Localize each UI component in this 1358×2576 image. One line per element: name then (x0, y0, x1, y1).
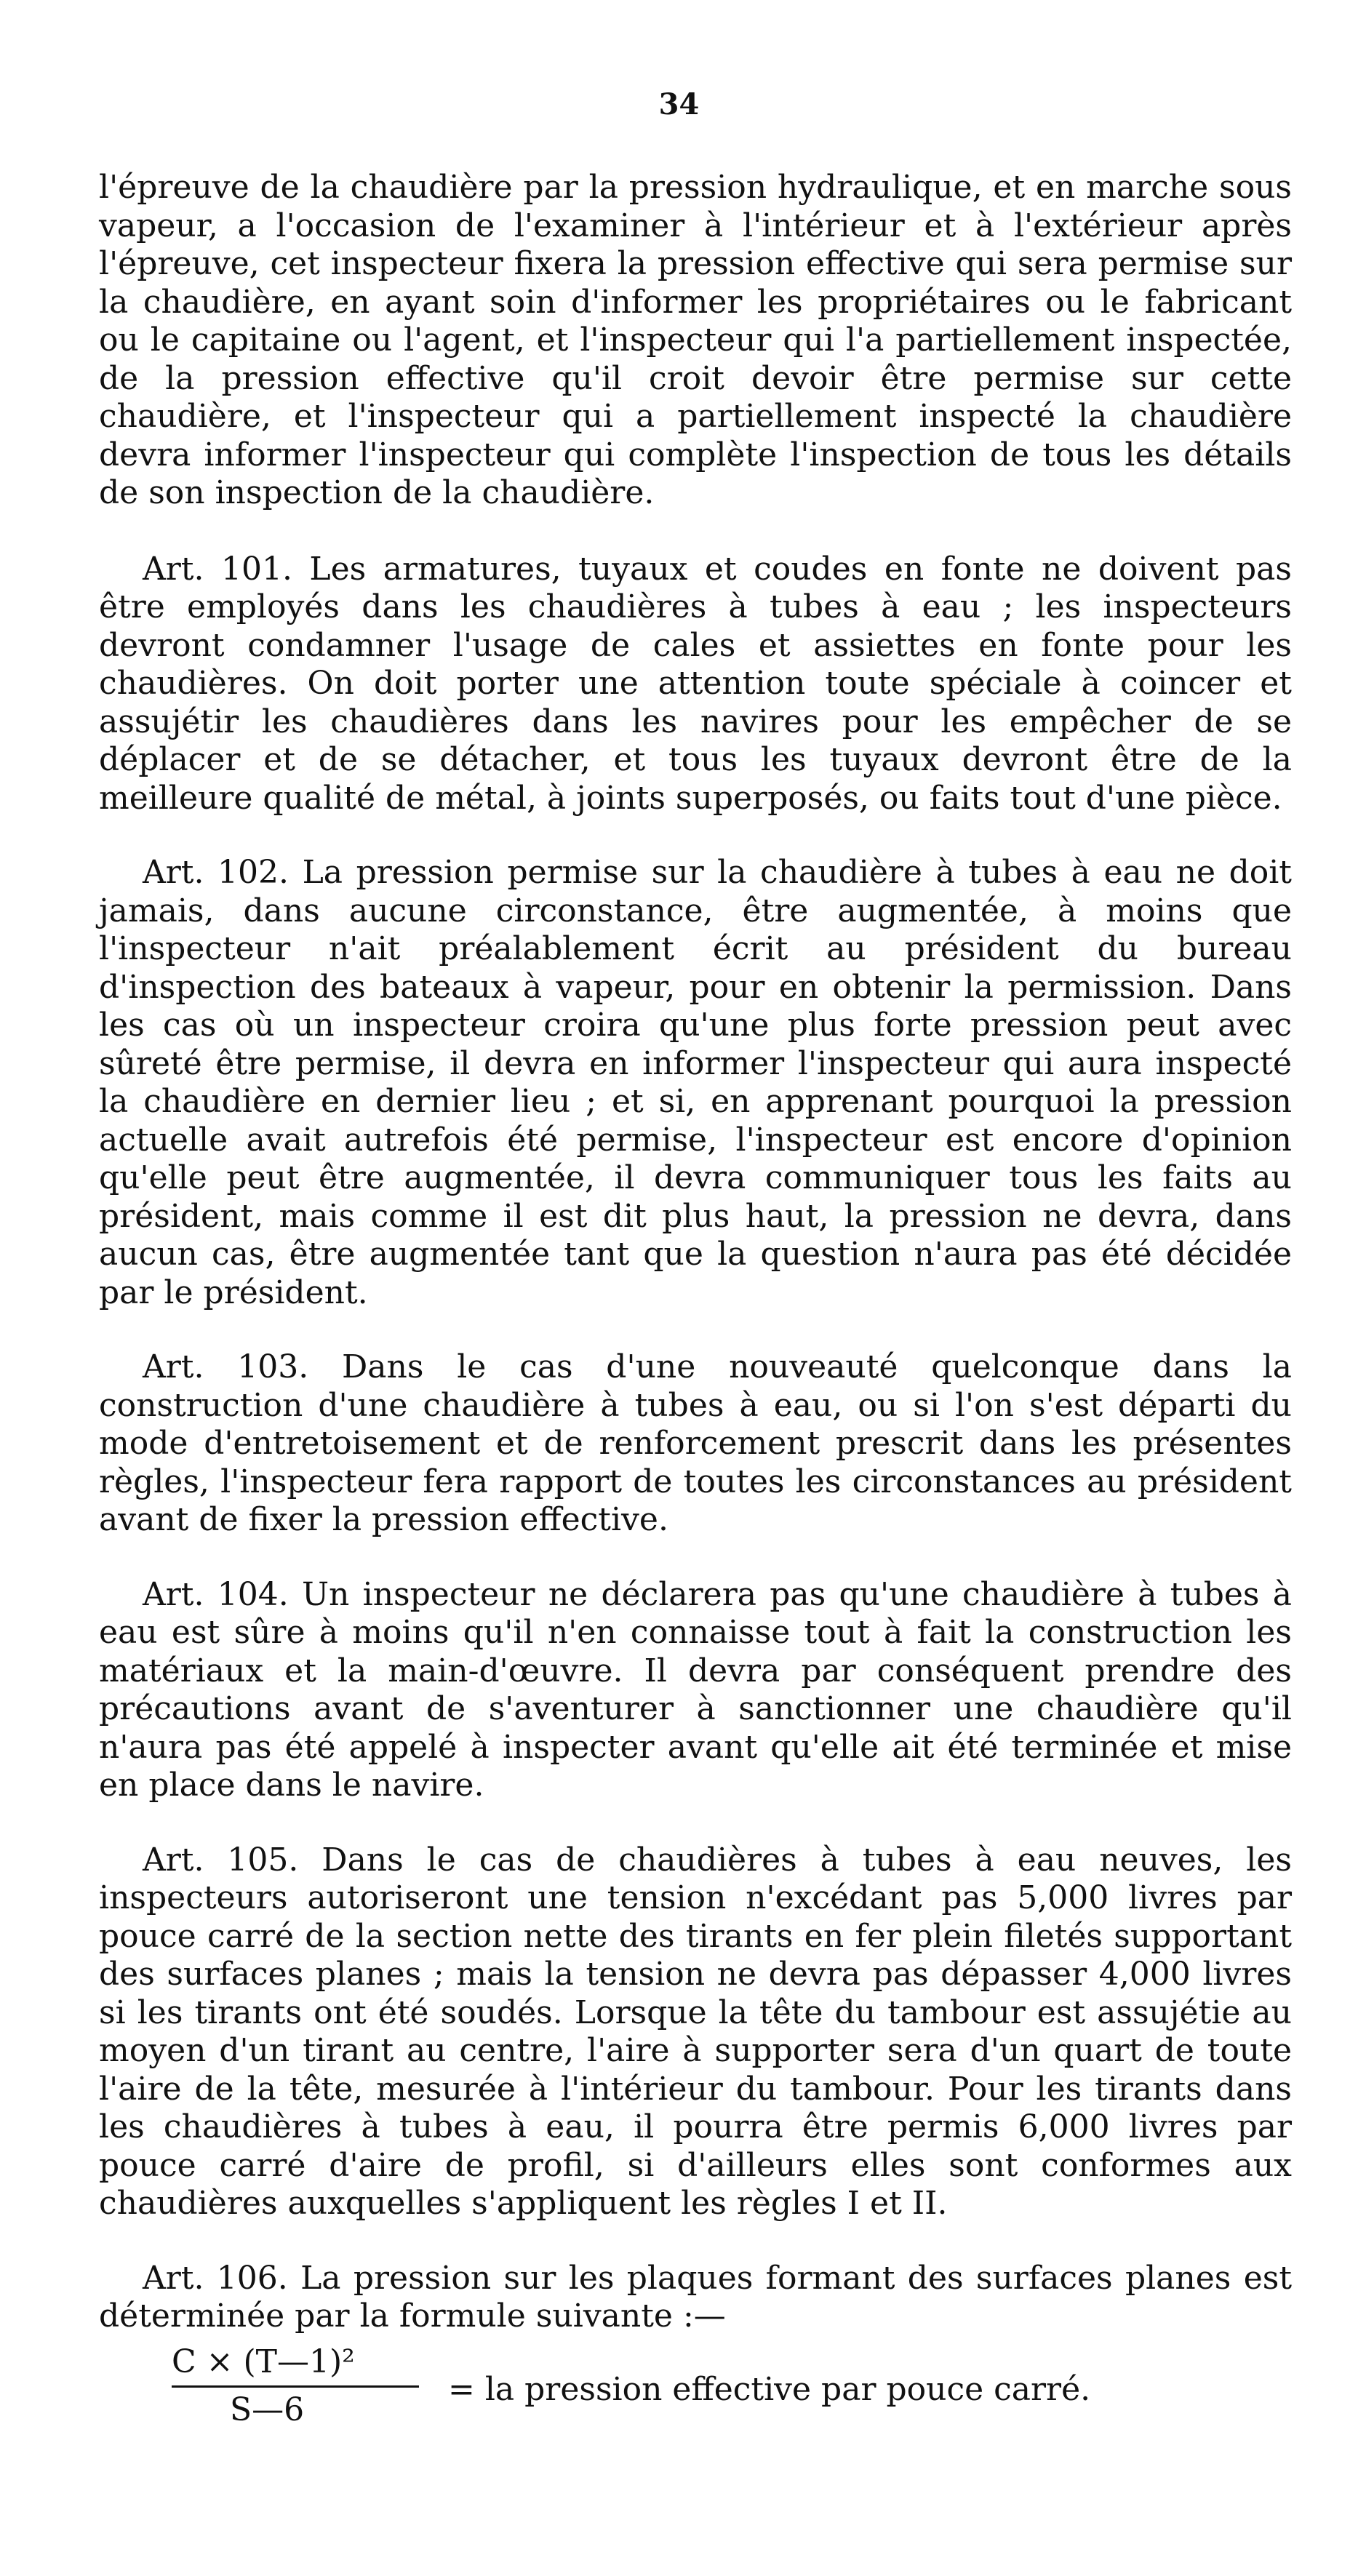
formula-denominator: S—6 (230, 2391, 305, 2428)
pressure-formula (99, 2343, 1292, 2431)
article-101: Art. 101. Les armatures, tuyaux et coudes en fonte ne doivent pas être employés dans les chaudières à tubes à eau ; les inspecteurs devront condamner l'usage de cales et assiettes en fonte pour les chaudières. On doit porter une attention toute spéciale à coincer et assujétir les chaudières dans les navires pour les empêcher de se déplacer et de se détacher, et tous les tuyaux devront être de la meilleure qualité de métal, à joints superposés, ou faits tout d'une pièce. (99, 550, 1292, 817)
article-104: Art. 104. Un inspecteur ne déclarera pas qu'une chaudière à tubes à eau est sûre à moins qu'il n'en connaisse tout à fait la construction les matériaux et la main-d'œuvre. Il devra par conséquent prendre des précautions avant de s'aventurer à sanctionner une chaudière qu'il n'aura pas été appelé à inspecter avant qu'elle ait été terminée et mise en place dans le navire. (99, 1575, 1292, 1804)
article-106: Art. 106. La pression sur les plaques formant des surfaces planes est déterminée par la formule suivante :— (99, 2259, 1292, 2335)
article-105: Art. 105. Dans le cas de chaudières à tubes à eau neuves, les inspecteurs autoriseront une tension n'excédant pas 5,000 livres par pouce carré de la section nette des tirants en fer plein filetés supportant des surfaces planes ; mais la tension ne devra pas dépasser 4,000 livres si les tirants ont été soudés. Lorsque la tête du tambour est assujétie au moyen d'un tirant au centre, l'aire à supporter sera d'un quart de toute l'aire de la tête, mesurée à l'intérieur du tambour. Pour les tirants dans les chaudières à tubes à eau, il pourra être permis 6,000 livres par pouce carré d'aire de profil, si d'ailleurs elles sont conformes aux chaudières auxquelles s'appliquent les règles I et II. (99, 1841, 1292, 2222)
fraction-bar (172, 2385, 419, 2388)
article-102: Art. 102. La pression permise sur la chaudière à tubes à eau ne doit jamais, dans aucune circonstance, être augmentée, à moins que l'inspecteur n'ait préalablement écrit au président du bureau d'inspection des bateaux à vapeur, pour en obtenir la permission. Dans les cas où un inspecteur croira qu'une plus forte pression peut avec sûreté être permise, il devra en informer l'inspecteur qui aura inspecté la chaudière en dernier lieu ; et si, en apprenant pourquoi la pression actuelle avait autrefois été permise, l'inspecteur est encore d'opinion qu'elle peut être augmentée, il devra communiquer tous les faits au président, mais comme il est dit plus haut, la pression ne devra, dans aucun cas, être augmentée tant que la question n'aura pas été décidée par le président. (99, 854, 1292, 1311)
article-103: Art. 103. Dans le cas d'une nouveauté quelconque dans la construction d'une chaudière à tubes à eau, ou si l'on s'est départi du mode d'entretoisement et de renforcement prescrit dans les présentes règles, l'inspecteur fera rapport de toutes les circonstances au président avant de fixer la pression effective. (99, 1348, 1292, 1538)
page-number: 34 (658, 87, 700, 121)
formula-result: = la pression effective par pouce carré. (448, 2370, 1091, 2408)
paragraph-continuation: l'épreuve de la chaudière par la pression hydraulique, et en marche sous vapeur, a l'occasion de l'examiner à l'intérieur et à l'extérieur après l'épreuve, cet inspecteur fixera la pression effective qui sera permise sur la chaudière, en ayant soin d'informer les propriétaires ou le fabricant ou le capitaine ou l'agent, et l'inspecteur qui l'a partiellement inspectée, de la pression effective qu'il croit devoir être permise sur cette chaudière, et l'inspecteur qui a partiellement inspecté la chaudière devra informer l'inspecteur qui complète l'inspection de tous les détails de son inspection de la chaudière. (99, 169, 1292, 511)
formula-numerator: C × (T—1)² (172, 2343, 355, 2380)
page-body (99, 169, 1292, 2431)
